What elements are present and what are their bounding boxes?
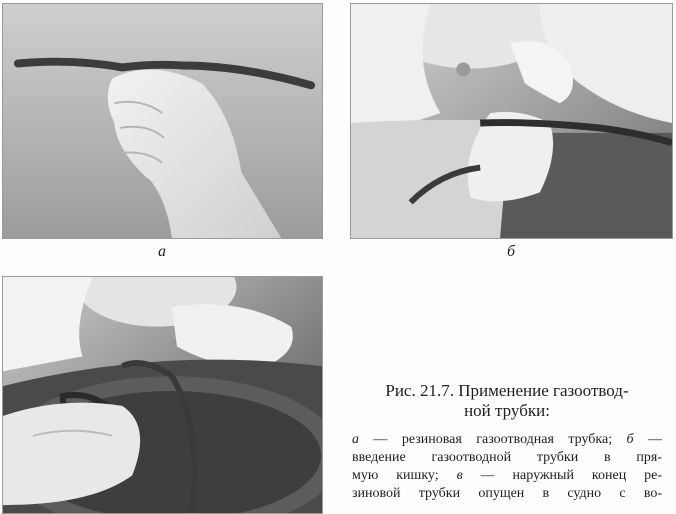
caption-letter-a: а	[352, 432, 359, 447]
caption-body-line-4: зиновой трубки опущен в судно с во-	[352, 486, 662, 501]
caption-title-line-2: ной трубки:	[464, 401, 550, 420]
caption-desc-a: — резиновая газоотводная трубка;	[359, 432, 627, 447]
caption-desc-b-end: мую кишку;	[352, 468, 457, 483]
figure-caption	[352, 381, 662, 503]
caption-title	[352, 381, 662, 421]
photo-rubber-tube	[2, 3, 323, 239]
caption-letter-b: б	[626, 432, 634, 447]
caption-title-line-1: Рис. 21.7. Применение газоотвод-	[385, 381, 629, 400]
caption-body	[352, 431, 662, 503]
caption-body-line-1	[352, 431, 662, 449]
panel-label-a: а	[158, 243, 166, 260]
caption-body-line-2: введение газоотводной трубки в пря-	[352, 450, 662, 465]
photo-tube-in-vessel	[2, 276, 323, 514]
photo-c-image	[3, 277, 322, 513]
panel-label-b: б	[506, 243, 516, 260]
photo-tube-insertion	[350, 3, 673, 239]
photo-b-image	[351, 4, 672, 238]
caption-desc-c: — наружный конец ре-	[462, 468, 662, 483]
caption-dash-b: —	[633, 432, 662, 447]
caption-body-line-3	[352, 467, 662, 485]
photo-a-image	[3, 4, 322, 238]
caption-letter-c: в	[456, 468, 463, 483]
